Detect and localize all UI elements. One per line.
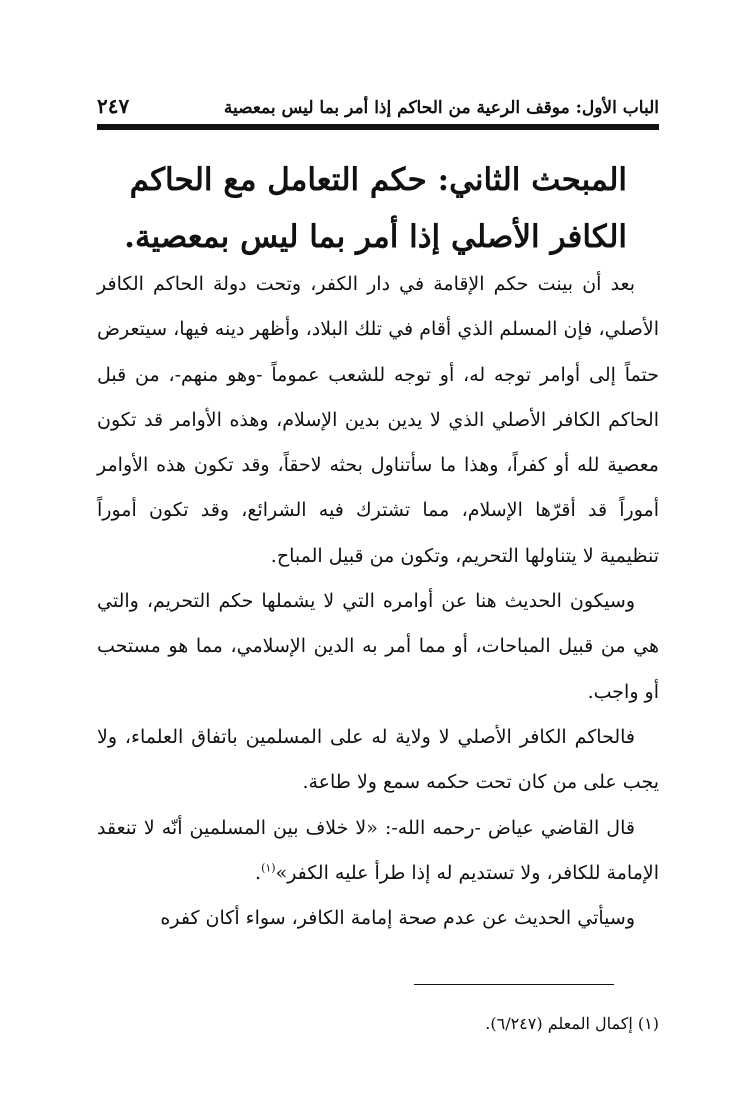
section-title-lead: المبحث الثاني bbox=[449, 162, 627, 198]
paragraph: بعد أن بينت حكم الإقامة في دار الكفر، وتحت دولة الحاكم الكافر الأصلي، فإن المسلم الذي أقام في تلك البلاد، وأظهر دينه فيها، سيتعرض حتماً إلى أوامر توجه له، أو توجه للشعب عموماً -وهو منهم-، من قبل الحاكم الكافر الأصلي الذي لا يدين بدين الإسلام، وهذه الأوامر قد تكون معصية لله أو كفراً، وهذا ما سأتناول بحثه لاحقاً، وقد تكون هذه الأوامر أموراً قد أقرّها الإسلام، مما تشترك فيه الشرائع، وقد تكون أموراً تنظيمية لا يتناولها التحريم، وتكون من قبيل المباح. bbox=[97, 273, 659, 567]
running-header bbox=[97, 88, 659, 118]
paragraph: وسيكون الحديث هنا عن أوامره التي لا يشملها حكم التحريم، والتي هي من قبيل المباحات، أو مما أمر به الدين الإسلامي، مما هو مستحب أو واجب. bbox=[97, 590, 659, 703]
header-rule bbox=[97, 124, 659, 130]
quote-paragraph bbox=[97, 806, 659, 897]
page-number: ٢٤٧ bbox=[97, 94, 130, 118]
quote-end: . bbox=[255, 861, 262, 884]
footnote: (١) إكمال المعلم (٦/٢٤٧). bbox=[485, 1014, 659, 1033]
quote-text: قال القاضي عياض -رحمه الله-: «لا خلاف بين المسلمين أنّه لا تنعقد الإمامة للكافر، ولا تستديم له إذا طرأ عليه الكفر» bbox=[97, 816, 659, 884]
body-text bbox=[97, 262, 659, 941]
paragraph: وسيأتي الحديث عن عدم صحة إمامة الكافر، سواء أكان كفره bbox=[160, 907, 635, 930]
section-title bbox=[97, 152, 627, 266]
paragraph: فالحاكم الكافر الأصلي لا ولاية له على المسلمين باتفاق العلماء، ولا يجب على من كان تحت حكمه سمع ولا طاعة. bbox=[97, 725, 659, 794]
section-title-separator: : bbox=[426, 162, 450, 198]
chapter-title: الباب الأول: موقف الرعية من الحاكم إذا أمر بما ليس بمعصية bbox=[223, 98, 659, 118]
footnote-ref: (١) bbox=[261, 861, 276, 875]
section-title-main: حكم التعامل مع الحاكم الكافر الأصلي إذا أمر بما ليس بمعصية. bbox=[124, 162, 627, 255]
footnote-rule bbox=[414, 984, 614, 985]
